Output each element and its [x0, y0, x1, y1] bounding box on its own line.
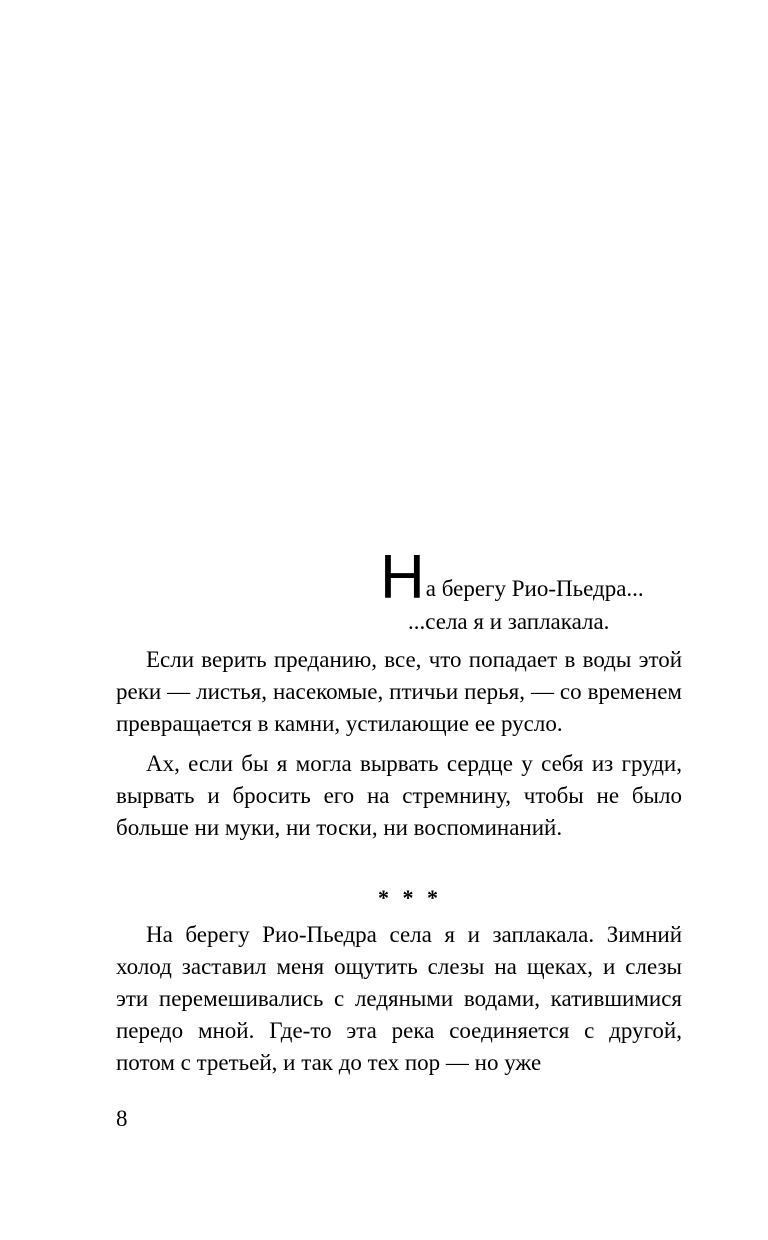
page-number: 8 [116, 1106, 128, 1131]
paragraph-3: На берегу Рио-Пьедра села я и заплакала. Зимний холод заставил меня ощутить слезы на щеках, и слезы эти перемешивались с ледяными водами, катившимися передо мной. Где-то эта река соединяется с другой, потом с третьей, и так до тех пор — но уже [116, 922, 682, 1075]
epigraph [380, 543, 700, 637]
epigraph-line-2: ...села я и заплакала. [408, 609, 610, 634]
paragraph-1: Если верить преданию, все, что попадает в воды этой реки — листья, насекомые, птичьи перья, — со временем превращается в камни, устилающие ее русло. [116, 647, 682, 736]
text-block-top [116, 644, 682, 852]
section-separator: * * * [378, 885, 442, 910]
epigraph-line-1 [380, 543, 700, 612]
epigraph-line-1-text: а берегу Рио-Пьедра... [425, 576, 644, 601]
text-block-bottom [116, 919, 682, 1079]
drop-cap: Н [380, 543, 425, 612]
paragraph-2: Ах, если бы я могла вырвать сердце у себя из груди, вырвать и бросить его на стремнину, чтобы не было больше ни муки, ни тоски, ни воспоминаний. [116, 751, 682, 840]
